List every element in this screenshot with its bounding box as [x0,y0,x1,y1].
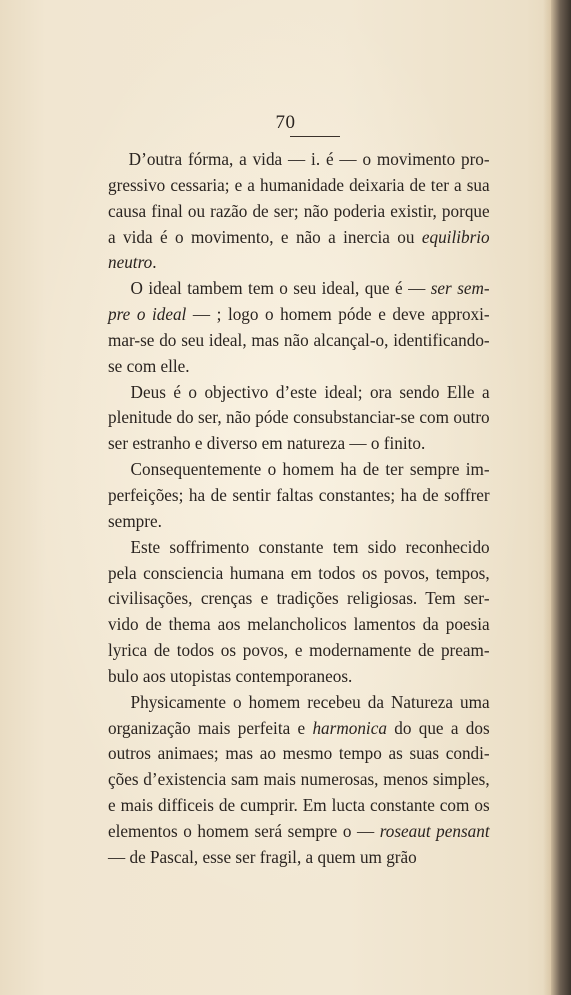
paragraph [108,380,490,458]
text-run: Este soffrimento constante tem sido reconhecido pela consciencia humana em todos os povos, tempos, civilisações, crenças e tradições religiosas. Tem servido de thema aos melancholicos lamentos da poesia lyrica de todos os povos, e modernamente de preambulo aos utopistas contemporaneos. [108,536,490,686]
page-edge [551,0,571,995]
italic-phrase: roseaut pensant [379,820,490,841]
paragraph [108,535,490,690]
text-run: Consequentemente o homem ha de ter sempre imperfeições; ha de sentir faltas constantes; ha de soffrer sempre. [108,459,490,531]
text-run: D’outra fórma, a vida — i. é — o movimento progressivo cessaria; e a humanidade deixaria de ter a sua causa final ou razão de ser; não poderia existir, porque a vida é o movimento, e não a inercia ou [108,149,490,247]
paragraph [108,276,490,379]
body-text [108,147,490,871]
italic-phrase: ser sempre o ideal [108,278,490,325]
text-run: O ideal tambem tem o seu ideal, que é — [130,278,431,299]
paragraph [108,457,490,535]
page-number: 70 [275,112,296,133]
italic-phrase: equilibrio neutro [108,226,490,273]
text-run: do que a dos outros animaes; mas ao mesmo tempo as suas condições d’existencia sam mais numerosas, menos simples, e mais difficeis de cumprir. Em lucta constante com os elementos o homem será sempre o — [108,717,490,841]
text-run: . [152,252,157,273]
text-run: — de Pascal, esse ser fragil, a quem um grão [108,846,417,867]
paragraph [108,147,490,276]
page-gutter-shade [543,0,551,995]
header-rule [290,136,340,137]
text-run: Physicamente o homem recebeu da Natureza uma organização mais perfeita e [108,691,490,738]
text-run: — ; logo o homem póde e deve approximar-se do seu ideal, mas não alcançal-o, identificando-se com elle. [108,304,490,376]
paragraph [108,690,490,871]
text-run: Deus é o objectivo d’este ideal; ora sendo Elle a plenitude do ser, não póde consubstanciar-se com outro ser estranho e diverso em natureza — o finito. [108,381,490,454]
italic-phrase: harmonica [312,717,387,738]
